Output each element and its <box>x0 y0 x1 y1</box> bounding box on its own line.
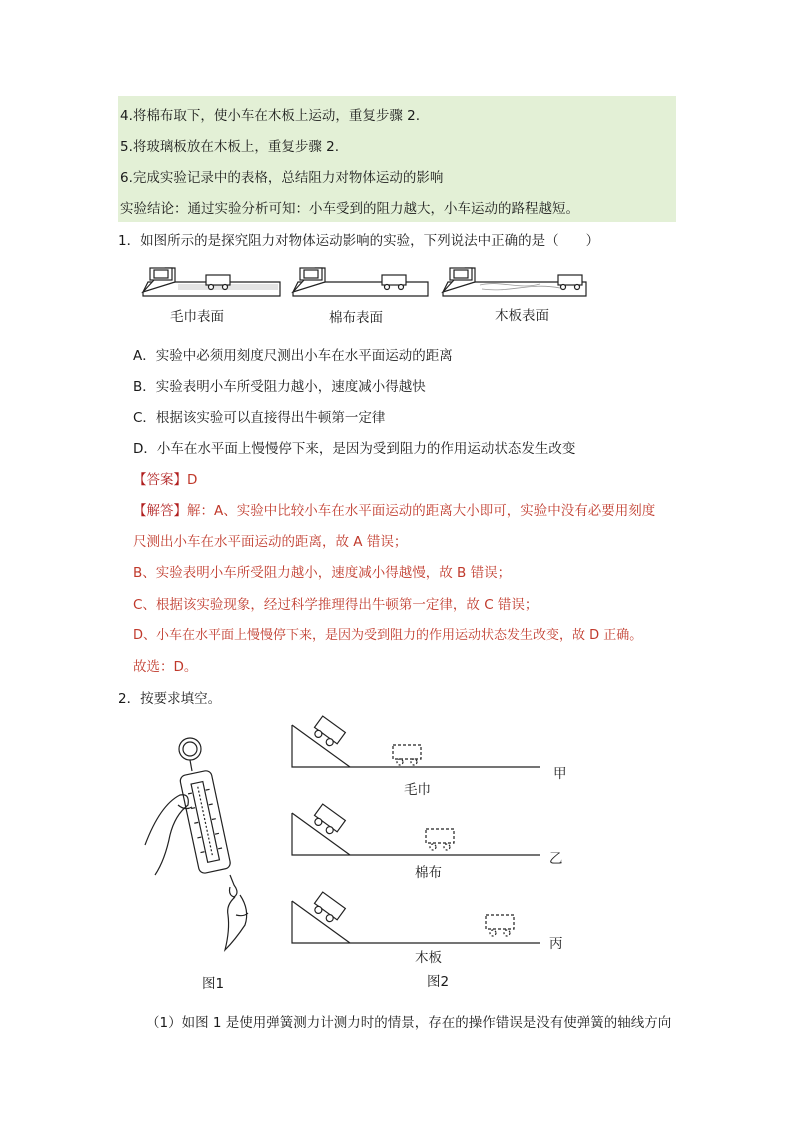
analysis-line-2: 尺测出小车在水平面运动的距离，故 A 错误； <box>133 534 408 550</box>
towel-setup <box>143 268 280 296</box>
step-6: 6.完成实验记录中的表格，总结阻力对物体运动的影响 <box>120 170 444 186</box>
option-d: D．小车在水平面上慢慢停下来，是因为受到阻力的作用运动状态发生改变 <box>133 441 576 457</box>
option-b: B．实验表明小车所受阻力越小，速度减小得越快 <box>133 379 426 395</box>
ramp-row-jia <box>292 716 540 767</box>
cotton-setup <box>293 268 428 296</box>
analysis-line-6: 故选：D。 <box>133 659 198 675</box>
analysis-line-3: B、实验表明小车所受阻力越小，速度减小得越慢，故 B 错误； <box>133 565 512 581</box>
label-jia: 甲 <box>553 766 567 782</box>
answer-value: D <box>187 472 198 488</box>
figure-2-caption: 图2 <box>427 974 450 990</box>
step-4: 4.将棉布取下，使小车在木板上运动，重复步骤 2. <box>120 108 421 124</box>
ramp-row-yi <box>292 804 540 855</box>
figure-1-caption: 图1 <box>202 976 225 992</box>
label-bing: 丙 <box>549 936 563 952</box>
analysis-line-4: C、根据该实验现象，经过科学推理得出牛顿第一定律，故 C 错误； <box>133 597 539 613</box>
ramp-figure-2 <box>290 715 550 955</box>
option-c: C．根据该实验可以直接得出牛顿第一定律 <box>133 410 386 426</box>
q1-experiment-figure <box>140 260 590 310</box>
answer-tag: 【答案】 <box>133 472 187 488</box>
option-a: A．实验中必须用刻度尺测出小车在水平面运动的距离 <box>133 348 453 364</box>
label-towel: 毛巾 <box>404 782 431 798</box>
question-1-text: 1．如图所示的是探究阻力对物体运动影响的实验，下列说法中正确的是（ ） <box>118 233 600 249</box>
question-2-text: 2．按要求填空。 <box>118 691 222 707</box>
step-5: 5.将玻璃板放在木板上，重复步骤 2. <box>120 139 340 155</box>
experiment-conclusion: 实验结论：通过实验分析可知：小车受到的阻力越大，小车运动的路程越短。 <box>120 201 579 217</box>
label-cotton: 棉布 <box>415 865 442 881</box>
q2-subquestion-1: （1）如图 1 是使用弹簧测力计测力时的情景，存在的操作错误是没有使弹簧的轴线方向 <box>146 1015 672 1031</box>
label-yi: 乙 <box>549 851 563 867</box>
analysis-line-1: 【解答】解：A、实验中比较小车在水平面运动的距离大小即可，实验中没有必要用刻度 <box>133 503 656 519</box>
label-wood: 木板 <box>415 950 442 966</box>
ramp-row-bing <box>292 892 540 943</box>
analysis-line-5: D、小车在水平面上慢慢停下来，是因为受到阻力的作用运动状态发生改变，故 D 正确。 <box>133 628 643 643</box>
spring-scale-figure <box>140 735 260 960</box>
label-towel-surface: 毛巾表面 <box>170 309 224 325</box>
answer-line <box>133 468 197 488</box>
label-wood-surface: 木板表面 <box>495 308 549 324</box>
label-cotton-surface: 棉布表面 <box>329 310 383 326</box>
wood-setup <box>443 268 586 296</box>
analysis-tag: 【解答】 <box>133 503 187 519</box>
